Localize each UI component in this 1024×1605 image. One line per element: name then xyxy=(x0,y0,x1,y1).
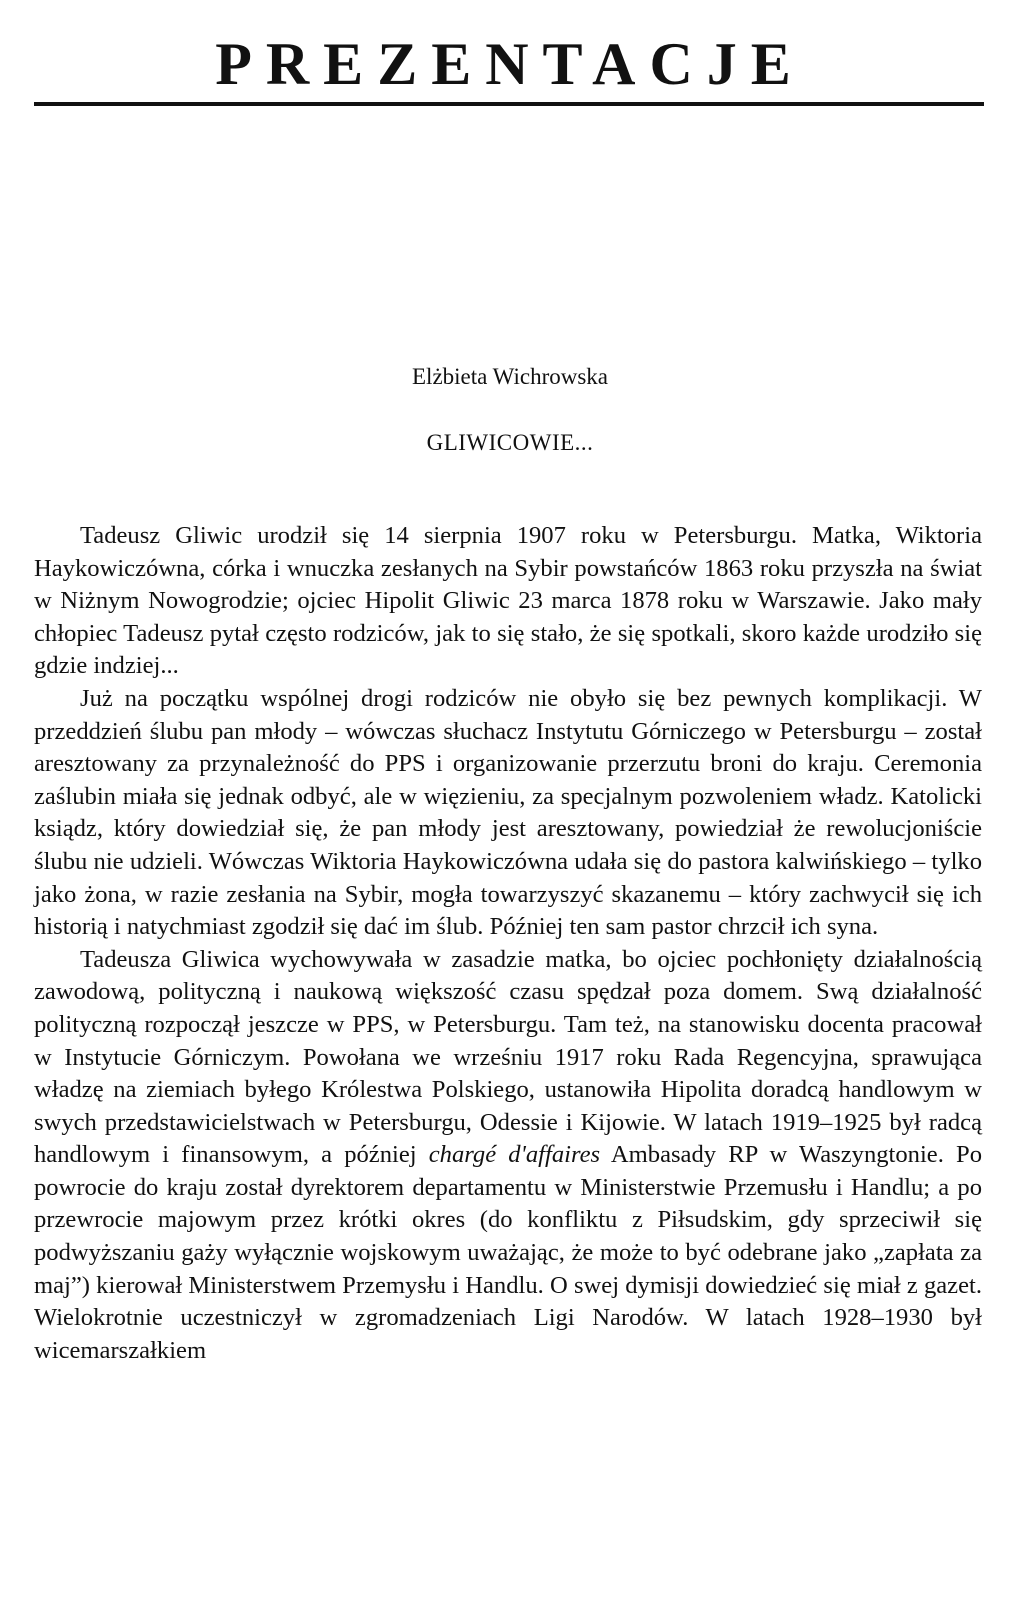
paragraph-3-part-2: Ambasady RP w Waszyngtonie. Po powrocie do kraju został dyrektorem departamentu w Ministerstwie Przemusłu i Handlu; a po przewrocie majowym przez krótki okres (do konfliktu z Piłsudskim, gdy sprzeciwił się podwyższaniu gaży wyłącznie wojskowym uważając, że może to być odebrane jako „zapłata za maj”) kierował Ministerstwem Przemysłu i Handlu. O swej dymisji dowiedzieć się miał z gazet. Wielokrotnie uczestniczył w zgromadzeniach Ligi Narodów. W latach 1928–1930 był wicemarszałkiem xyxy=(34,1141,982,1364)
article-author: Elżbieta Wichrowska xyxy=(412,364,608,389)
paragraph-1: Tadeusz Gliwic urodził się 14 sierpnia 1907 roku w Petersburgu. Matka, Wiktoria Haykowiczówna, córka i wnuczka zesłanych na Sybir powstańców 1863 roku przyszła na świat w Niżnym Nowogrodzie; ojciec Hipolit Gliwic 23 marca 1878 roku w Warszawie. Jako mały chłopiec Tadeusz pytał często rodziców, jak to się stało, że się spotkali, skoro każde urodziło się gdzie indziej... xyxy=(34,522,982,680)
article-title: GLIWICOWIE... xyxy=(426,430,594,455)
paragraph-2: Już na początku wspólnej drogi rodziców nie obyło się bez pewnych komplikacji. W przeddzień ślubu pan młody – wówczas słuchacz Instytutu Górniczego w Petersburgu – został aresztowany za przynależność do PPS i organizowanie przerzutu broni do kraju. Ceremonia zaślubin miała się jednak odbyć, ale w więzieniu, za specjalnym pozwoleniem władz. Katolicki ksiądz, który dowiedział się, że pan młody jest aresztowany, powiedział że rewolucjoniście ślubu nie udzieli. Wówczas Wiktoria Haykowiczówna udała się do pastora kalwińskiego – tylko jako żona, w razie zesłania na Sybir, mogła towarzyszyć skazanemu – który zachwycił się ich historią i natychmiast zgodził się dać im ślub. Później ten sam pastor chrzcił ich syna. xyxy=(34,684,982,941)
paragraph-3-italic-term: chargé d'affaires xyxy=(428,1141,601,1169)
header-rule xyxy=(34,102,984,106)
document-page xyxy=(34,0,986,1605)
paragraph-3-part-1: Tadeusza Gliwica wychowywała w zasadzie matka, bo ojciec pochłonięty działalnością zawodową, polityczną i naukową większość czasu spędzał poza domem. Swą działalność polityczną rozpoczął jeszcze w PPS, w Petersburgu. Tam też, na stanowisku docenta pracował w Instytucie Górniczym. Powołana we wrześniu 1917 roku Rada Regencyjna, sprawująca władzę na ziemiach byłego Królestwa Polskiego, ustanowiła Hipolita doradcą handlowym w swych przedstawicielstwach w Petersburgu, Odessie i Kijowie. W latach 1919–1925 był radcą handlowym i finansowym, a później xyxy=(34,945,982,1169)
section-title: PREZENTACJE xyxy=(215,31,805,97)
article-body xyxy=(34,520,982,1367)
paragraph-3 xyxy=(34,944,982,1368)
